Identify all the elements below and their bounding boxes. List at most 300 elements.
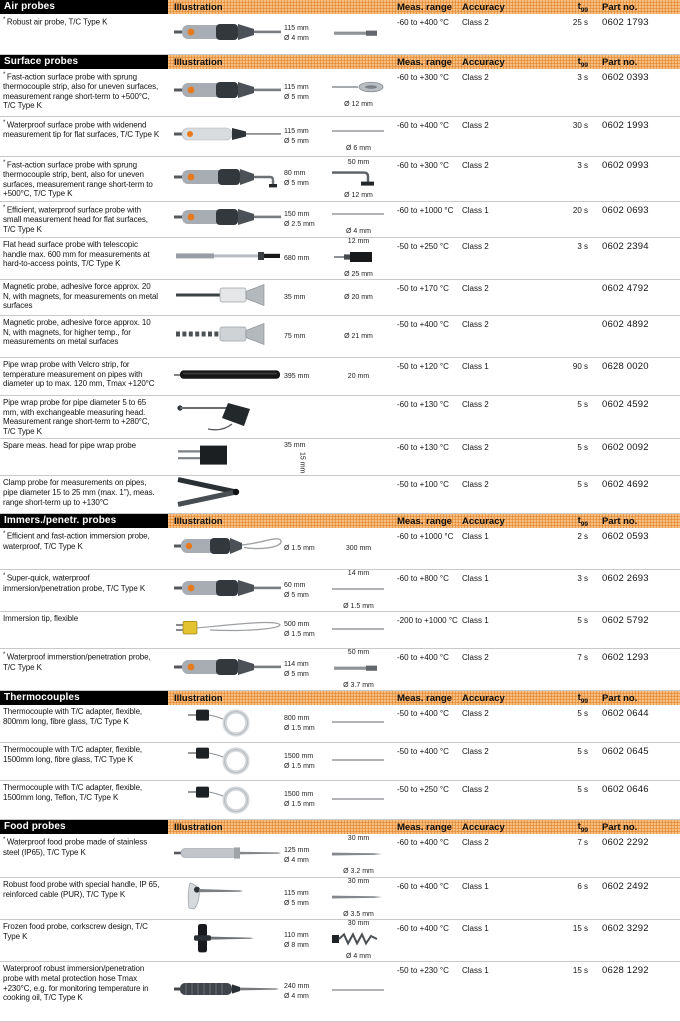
dimension-label: 115 mm: [284, 83, 309, 91]
velcro-strip-icon: [174, 359, 282, 394]
t99-value: 30 s: [572, 121, 588, 130]
illustration-cell: [168, 878, 397, 919]
tip-illustration: [320, 980, 397, 1003]
column-header-part-no: Part no.: [602, 515, 638, 527]
probe-light-icon: [174, 119, 282, 154]
dimension-label: 125 mm: [284, 846, 310, 854]
dimension-labels: [284, 715, 315, 733]
part-number: 0602 0693: [602, 205, 649, 217]
t99-value: [565, 280, 588, 315]
meas-range-value: -50 to +250 °C: [397, 242, 449, 252]
tip-illustration: [320, 750, 397, 773]
column-header-accuracy: Accuracy: [462, 1, 505, 13]
section-header: [0, 55, 680, 69]
tip-dimension-label: Ø 1.5 mm: [343, 603, 374, 611]
t99-value: 25 s: [572, 18, 588, 27]
dimension-label: Ø 1.5 mm: [284, 631, 315, 639]
product-description: Waterproof robust immersion/penetration probe with metal protection hose Tmax +230°C, e.g. for monitoring temperature in cooking oil, T/C Type K: [3, 964, 149, 1003]
tip-dimension-label: 20 mm: [347, 372, 370, 380]
product-description: Immersion tip, flexible: [3, 614, 79, 624]
dimension-label: Ø 5 mm: [284, 137, 309, 145]
dimension-label: 35 mm: [284, 441, 306, 449]
accuracy-value: Class 2: [462, 443, 489, 453]
product-row: [0, 280, 680, 316]
tip-needle-icon: [330, 887, 388, 910]
illustration-cell: [168, 439, 397, 475]
product-row: [0, 69, 680, 117]
tip-dimension-label: 30 mm: [347, 920, 370, 928]
dimension-labels: [284, 128, 309, 146]
tip-illustration: [320, 712, 397, 735]
product-row: [0, 878, 680, 920]
dimension-labels: [284, 170, 309, 188]
accuracy-value: Class 2: [462, 161, 489, 170]
probe-illustration: [168, 706, 320, 741]
t99-value: 3 s: [577, 73, 588, 82]
tip-thin-icon: [330, 750, 388, 773]
meas-range-value: -50 to +100 °C: [397, 480, 449, 490]
column-header-meas-range: Meas. range: [397, 1, 452, 13]
column-header-part-no: Part no.: [602, 56, 638, 68]
accuracy-value: Class 1: [462, 966, 489, 976]
column-header-t99: $t_{99}$: [577, 820, 588, 834]
meas-range-value: -50 to +230 °C: [397, 966, 449, 976]
tip-dimension-label: Ø 12 mm: [344, 191, 373, 199]
dimension-label: Ø 1.5 mm: [284, 762, 315, 770]
t99-value: [565, 316, 588, 357]
t99-value: 5 s: [577, 400, 588, 410]
t99-value: 5 s: [577, 443, 588, 453]
tip-oval-icon: [330, 77, 388, 100]
part-number: 0602 4892: [602, 319, 649, 331]
part-number: 0602 0092: [602, 442, 649, 454]
meas-range-value: -60 to +1000 °C: [397, 206, 454, 216]
t99-value: 15 s: [572, 924, 588, 934]
section-title: Immers./penetr. probes: [0, 514, 168, 528]
tip-illustration: [320, 619, 397, 642]
column-header-illustration: Illustration: [174, 515, 223, 527]
tip-dimension-label: 50 mm: [347, 649, 370, 657]
footnote-marker: *: [3, 531, 7, 538]
accuracy-value: Class 1: [462, 882, 489, 892]
food-t-handle-icon: [174, 881, 282, 916]
column-header-band: [168, 691, 680, 705]
meas-range-value: -60 to +130 °C: [397, 443, 449, 453]
footnote-marker: *: [3, 120, 7, 126]
part-number: 0602 5792: [602, 615, 649, 627]
part-number: 0602 4692: [602, 479, 649, 491]
accuracy-value: Class 2: [462, 709, 489, 719]
accuracy-value: Class 1: [462, 924, 489, 934]
dimension-label: 15 mm: [298, 451, 306, 474]
t99-value: 5 s: [577, 785, 588, 795]
product-row: [0, 202, 680, 238]
tip-dimension-label: Ø 3.2 mm: [343, 868, 374, 876]
dimension-labels: [284, 890, 309, 908]
dimension-label: Ø 5 mm: [284, 591, 309, 599]
meas-range-value: -50 to +250 °C: [397, 785, 449, 795]
dimension-label: 395 mm: [284, 372, 310, 380]
meas-range-value: -60 to +300 °C: [397, 161, 449, 170]
dimension-label: Ø 4 mm: [284, 856, 309, 864]
clamp-icon: [174, 477, 282, 512]
probe-illustration: [168, 359, 320, 394]
accuracy-value: Class 2: [462, 73, 489, 82]
spare-head-icon: [174, 440, 282, 475]
dimension-label: Ø 2.5 mm: [284, 220, 315, 228]
product-description: Pipe wrap probe for pipe diameter 5 to 65 mm, with exchangeable measuring head. Measurement range short-term to +280°C, T/C Type K: [3, 398, 150, 436]
product-row: [0, 920, 680, 962]
t99-value: 90 s: [572, 362, 588, 372]
meas-range-value: -60 to +800 °C: [397, 574, 449, 584]
product-row: [0, 396, 680, 439]
column-header-meas-range: Meas. range: [397, 821, 452, 833]
t99-value: 5 s: [577, 709, 588, 719]
illustration-cell: [168, 238, 397, 279]
tip-illustration: [320, 545, 397, 553]
product-description: * Waterproof immerstion/penetration probe, T/C Type K: [3, 652, 151, 672]
dimension-label: Ø 5 mm: [284, 899, 309, 907]
dimension-label: Ø 5 mm: [284, 93, 309, 101]
accuracy-value: Class 1: [462, 616, 489, 626]
dimension-labels: [284, 983, 309, 1001]
probe-illustration: [168, 202, 320, 237]
probe-illustration: [168, 531, 320, 566]
wire-coil-icon: [174, 706, 282, 741]
dimension-label: 75 mm: [284, 332, 306, 340]
meas-range-value: -60 to +400 °C: [397, 18, 449, 27]
product-row: [0, 612, 680, 649]
t99-value: 6 s: [577, 882, 588, 892]
dimension-label: 800 mm: [284, 714, 310, 722]
dimension-labels: [284, 373, 309, 381]
dimension-labels: [284, 932, 309, 950]
part-number: 0602 4792: [602, 283, 649, 295]
column-header-band: [168, 55, 680, 69]
dimension-labels: [284, 661, 309, 679]
tip-screw-icon: [330, 929, 388, 952]
section-title: Surface probes: [0, 55, 168, 69]
probe-illustration: [168, 319, 320, 354]
footnote-marker: *: [3, 837, 7, 844]
accuracy-value: Class 2: [462, 18, 489, 27]
tip-illustration: [320, 204, 397, 236]
tip-illustration: [320, 333, 397, 341]
illustration-cell: [168, 358, 397, 395]
illustration-cell: [168, 781, 397, 819]
column-header-t99: $t_{99}$: [577, 55, 588, 69]
t99-value: 3 s: [577, 242, 588, 252]
product-description: * Robust air probe, T/C Type K: [3, 17, 108, 27]
telescopic-icon: [174, 241, 282, 276]
wire-coil-icon: [174, 783, 282, 818]
tip-rod-icon: [330, 658, 388, 681]
footnote-marker: *: [3, 72, 7, 78]
probe-loop-icon: [174, 531, 282, 566]
product-row: [0, 743, 680, 781]
column-header-illustration: Illustration: [174, 56, 223, 68]
column-header-t99: $t_{99}$: [577, 691, 588, 705]
dimension-label: 114 mm: [284, 660, 309, 668]
t99-value: 20 s: [572, 206, 588, 216]
tip-thin-icon: [330, 619, 388, 642]
product-row: [0, 649, 680, 691]
t99-value: 5 s: [577, 616, 588, 626]
probe-illustration: [168, 613, 320, 648]
column-header-accuracy: Accuracy: [462, 692, 505, 704]
product-row: [0, 528, 680, 570]
dimension-labels: [284, 25, 309, 43]
accuracy-value: Class 2: [462, 284, 489, 294]
meas-range-value: -60 to +400 °C: [397, 121, 449, 130]
column-header-accuracy: Accuracy: [462, 821, 505, 833]
dimension-labels: [284, 333, 305, 341]
product-row: [0, 14, 680, 55]
part-number: 0602 0646: [602, 784, 649, 796]
dimension-label: Ø 1.5 mm: [284, 801, 315, 809]
accuracy-value: Class 1: [462, 362, 489, 372]
part-number: 0602 1993: [602, 120, 649, 131]
food-robust-icon: [174, 974, 282, 1009]
tip-illustration: [320, 878, 397, 919]
meas-range-value: -50 to +120 °C: [397, 362, 449, 372]
tip-thin-icon: [330, 121, 388, 144]
meas-range-value: -60 to +400 °C: [397, 653, 449, 663]
tip-illustration: [320, 835, 397, 876]
part-number: 0602 4592: [602, 399, 649, 411]
probe-illustration: [168, 838, 320, 873]
tip-dimension-label: 30 mm: [347, 878, 370, 886]
probe-illustration: [168, 280, 320, 315]
illustration-cell: [168, 920, 397, 961]
meas-range-value: -50 to +400 °C: [397, 320, 449, 330]
tip-illustration: [320, 159, 397, 200]
product-description: * Waterproof food probe made of stainless steel (IP65), T/C Type K: [3, 837, 148, 857]
meas-range-value: -60 to +400 °C: [397, 924, 449, 934]
column-header-illustration: Illustration: [174, 821, 223, 833]
section-header: [0, 820, 680, 834]
meas-range-value: -200 to +1000 °C: [397, 616, 458, 626]
part-number: 0602 2394: [602, 241, 649, 253]
dimension-labels: [284, 211, 315, 229]
accuracy-value: Class 2: [462, 653, 489, 663]
product-description: Magnetic probe, adhesive force approx. 10 N, with magnets, for higher temp., for measurements on metal surfaces: [3, 318, 151, 347]
illustration-cell: [168, 117, 397, 156]
meas-range-value: -60 to +1000 °C: [397, 532, 454, 542]
dimension-label: Ø 1.5 mm: [284, 724, 315, 732]
tip-illustration: [320, 920, 397, 961]
dimension-label: Ø 1.5 mm: [284, 544, 315, 552]
column-header-part-no: Part no.: [602, 821, 638, 833]
tip-block-icon: [330, 247, 388, 270]
dimension-label: 115 mm: [284, 25, 309, 32]
tip-dimension-label: 12 mm: [347, 238, 370, 246]
dimension-label: 80 mm: [284, 170, 306, 178]
product-description: * Waterproof surface probe with widenend measurement tip for flat surfaces, T/C Type K: [3, 120, 160, 140]
product-description: * Fast-action surface probe with sprung thermocouple strip, bent, also for uneven surfaces, measurement range short-term to +500°C, T/C Type K: [3, 160, 153, 199]
tip-dimension-label: 14 mm: [347, 570, 370, 578]
tip-illustration: [320, 77, 397, 109]
dimension-labels: [284, 621, 315, 639]
illustration-cell: [168, 528, 397, 569]
t99-value: 7 s: [577, 838, 588, 848]
tip-illustration: [320, 649, 397, 690]
column-header-t99: $t_{99}$: [577, 514, 588, 528]
accuracy-value: Class 2: [462, 121, 489, 130]
illustration-cell: [168, 157, 397, 201]
column-header-band: [168, 514, 680, 528]
dimension-label: Ø 5 mm: [284, 180, 309, 188]
tip-illustration: [320, 570, 397, 611]
magnet-ribbed-icon: [174, 319, 282, 354]
t99-value: 3 s: [577, 161, 588, 170]
product-row: [0, 358, 680, 396]
dimension-label: Ø 8 mm: [284, 941, 309, 949]
accuracy-value: Class 1: [462, 574, 489, 584]
column-header-part-no: Part no.: [602, 692, 638, 704]
dimension-labels: [284, 255, 309, 263]
product-description: Robust food probe with special handle, IP 65, reinforced cable (PUR), T/C Type K: [3, 880, 160, 899]
tip-dimension-label: 50 mm: [347, 158, 370, 166]
dimension-label: 115 mm: [284, 127, 309, 135]
product-description: Magnetic probe, adhesive force approx. 20 N, with magnets, for measurements on metal surfaces: [3, 282, 158, 311]
illustration-cell: [168, 705, 397, 742]
dimension-label: 680 mm: [284, 254, 310, 262]
column-header-part-no: Part no.: [602, 1, 638, 13]
product-row: [0, 117, 680, 157]
dimension-label: 110 mm: [284, 931, 309, 939]
section-header: [0, 0, 680, 14]
column-header-illustration: Illustration: [174, 1, 223, 13]
column-header-band: [168, 0, 680, 14]
dimension-labels: [284, 545, 315, 553]
accuracy-value: Class 1: [462, 532, 489, 542]
t99-value: 3 s: [577, 574, 588, 584]
meas-range-value: -60 to +130 °C: [397, 400, 449, 410]
part-number: 0628 0020: [602, 361, 649, 373]
product-row: [0, 781, 680, 820]
probe-dark-icon: [174, 17, 282, 52]
illustration-cell: [168, 316, 397, 357]
probe-dark-icon: [174, 573, 282, 608]
column-header-t99: $t_{99}$: [577, 0, 588, 14]
product-row: [0, 439, 680, 476]
probe-illustration: [168, 162, 320, 197]
product-description: Spare meas. head for pipe wrap probe: [3, 441, 136, 451]
accuracy-value: Class 2: [462, 320, 489, 330]
part-number: 0602 1793: [602, 17, 649, 28]
food-steel-icon: [174, 838, 282, 873]
section-title: Food probes: [0, 820, 168, 834]
meas-range-value: -50 to +170 °C: [397, 284, 449, 294]
illustration-cell: [168, 202, 397, 237]
probe-illustration: [168, 652, 320, 687]
tip-bent-icon: [330, 168, 388, 191]
illustration-cell: [168, 570, 397, 611]
part-number: 0602 2492: [602, 881, 649, 893]
column-header-meas-range: Meas. range: [397, 692, 452, 704]
product-description: Clamp probe for measurements on pipes, pipe diameter 15 to 25 mm (max. 1"), meas. range short-term up to +130°C: [3, 478, 155, 507]
part-number: 0628 1292: [602, 965, 649, 977]
tip-dimension-label: Ø 3.7 mm: [343, 682, 374, 690]
product-row: [0, 316, 680, 358]
part-number: 0602 2292: [602, 837, 649, 849]
part-number: 0602 0393: [602, 72, 649, 83]
wire-coil-icon: [174, 744, 282, 779]
section-header: [0, 514, 680, 528]
product-row: [0, 962, 680, 1022]
product-description: * Super-quick, waterproof immersion/penetration probe, T/C Type K: [3, 573, 146, 593]
tip-dimension-label: Ø 25 mm: [344, 271, 373, 279]
t99-value: 2 s: [577, 532, 588, 542]
dimension-labels: [284, 582, 309, 600]
tip-dimension-label: Ø 12 mm: [344, 100, 373, 108]
footnote-marker: *: [3, 17, 7, 23]
t99-value: 15 s: [572, 966, 588, 976]
part-number: 0602 0993: [602, 160, 649, 171]
column-header-accuracy: Accuracy: [462, 515, 505, 527]
probe-illustration: [168, 241, 320, 276]
illustration-cell: [168, 612, 397, 648]
column-header-meas-range: Meas. range: [397, 56, 452, 68]
product-row: [0, 476, 680, 514]
tip-dimension-label: 300 mm: [345, 544, 372, 552]
dimension-label: Ø 5 mm: [284, 670, 309, 678]
probe-illustration: [168, 400, 320, 435]
tip-dimension-label: Ø 4 mm: [346, 953, 371, 961]
tip-illustration: [320, 23, 397, 46]
illustration-cell: [168, 69, 397, 116]
column-header-accuracy: Accuracy: [462, 56, 505, 68]
probe-illustration: [168, 881, 320, 916]
product-row: [0, 705, 680, 743]
tip-dimension-label: Ø 20 mm: [344, 293, 373, 301]
footnote-marker: *: [3, 652, 7, 659]
tip-illustration: [320, 373, 397, 381]
accuracy-value: Class 2: [462, 785, 489, 795]
illustration-cell: [168, 280, 397, 315]
product-row: [0, 238, 680, 280]
footnote-marker: *: [3, 205, 7, 212]
dimension-labels: [284, 847, 309, 865]
probe-illustration: [168, 744, 320, 779]
illustration-cell: [168, 14, 397, 54]
probe-bent-icon: [174, 162, 282, 197]
dimension-labels: [284, 791, 315, 809]
product-description: Frozen food probe, corkscrew design, T/C Type K: [3, 922, 148, 941]
illustration-cell: [168, 476, 397, 513]
dimension-label: 115 mm: [284, 889, 309, 897]
corkscrew-icon: [174, 923, 282, 958]
product-description: Flat head surface probe with telescopic handle max. 600 mm for measurements at hard-to-access points, T/C Type K: [3, 240, 150, 269]
dimension-labels: [284, 442, 305, 473]
pipe-wrap-icon: [174, 400, 282, 435]
tip-illustration: [320, 238, 397, 279]
footnote-marker: *: [3, 573, 7, 580]
tip-needle-icon: [330, 844, 388, 867]
section-title: Air probes: [0, 0, 168, 14]
accuracy-value: Class 1: [462, 206, 489, 216]
dimension-labels: [284, 84, 309, 102]
probe-illustration: [168, 923, 320, 958]
accuracy-value: Class 2: [462, 242, 489, 252]
tip-illustration: [320, 789, 397, 812]
dimension-label: Ø 4 mm: [284, 992, 309, 1000]
meas-range-value: -50 to +400 °C: [397, 709, 449, 719]
product-row: [0, 834, 680, 878]
tip-dimension-label: 30 mm: [347, 835, 370, 843]
probe-illustration: [168, 17, 320, 52]
